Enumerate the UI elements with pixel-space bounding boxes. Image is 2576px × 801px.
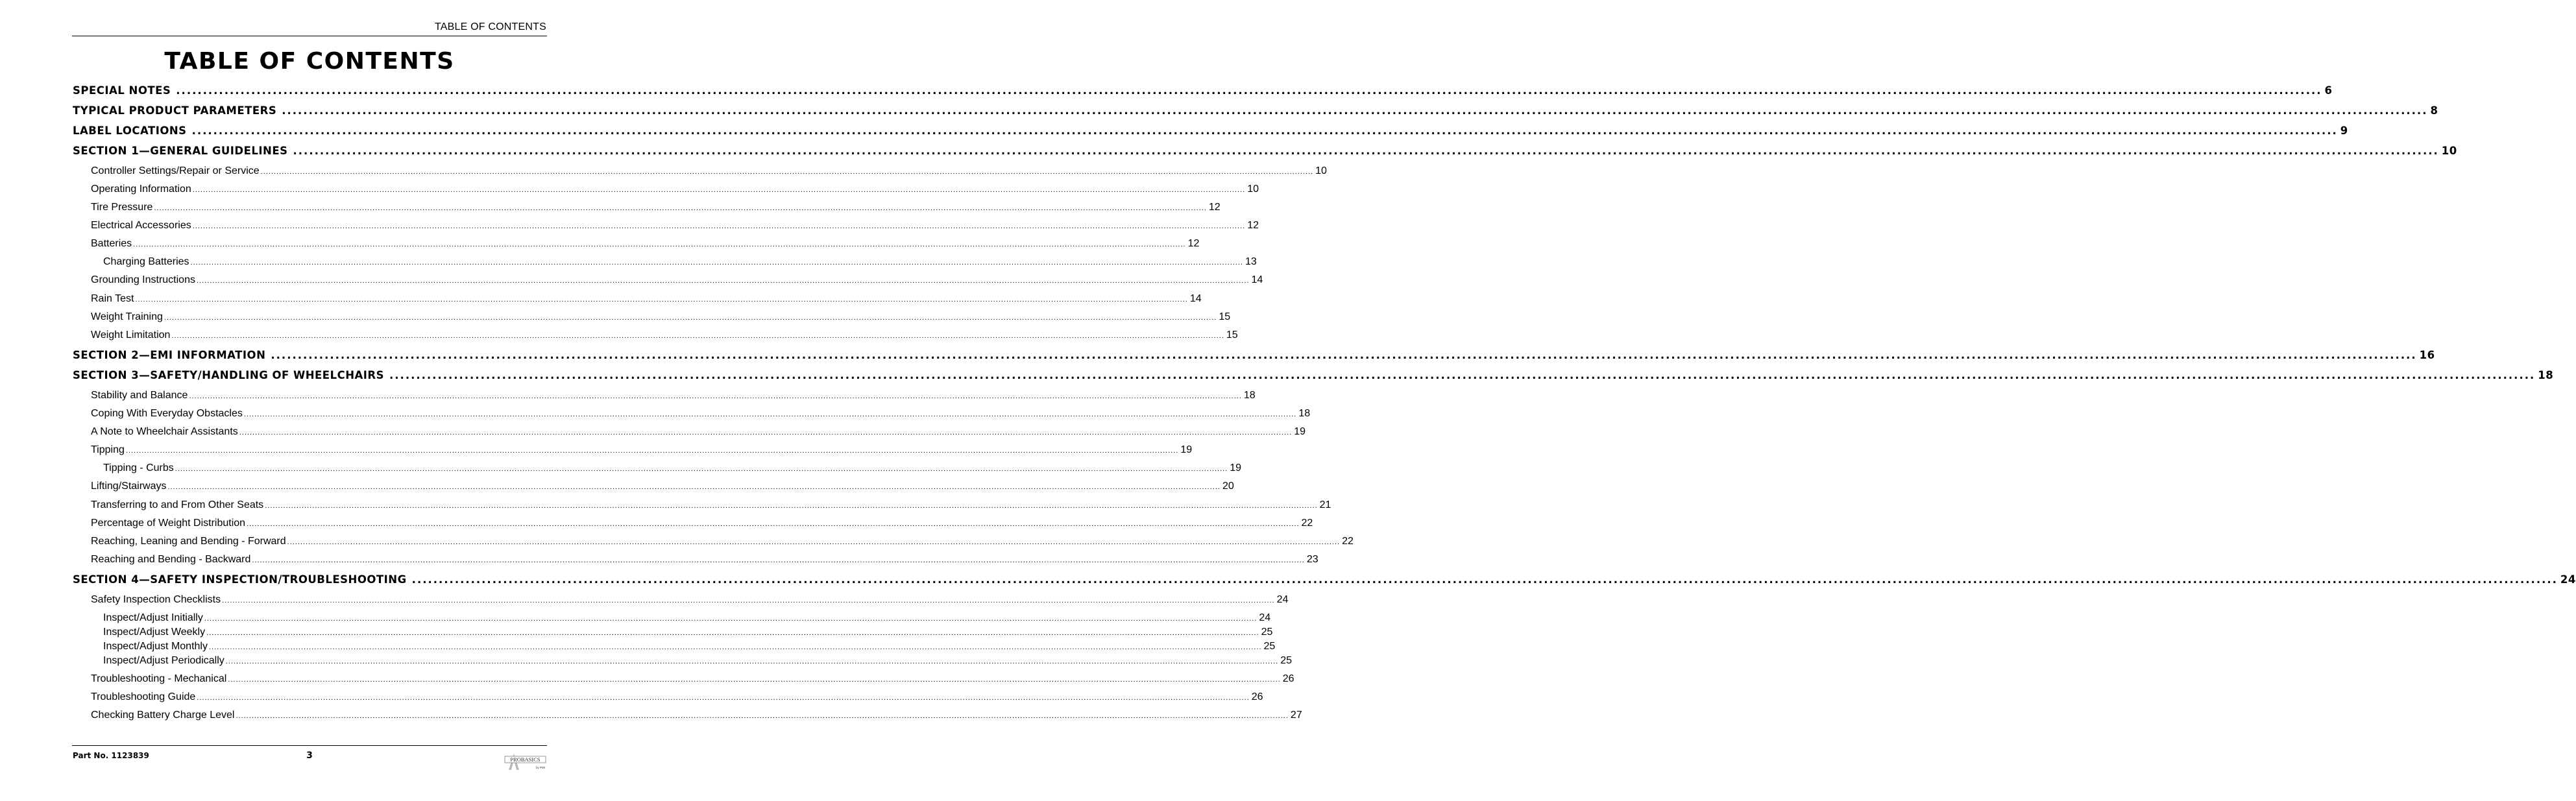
toc-entry <box>73 710 1302 721</box>
dot-leader: ................................................................................................................................................................................................................................................................................................................................................................................................................ <box>189 392 1242 400</box>
dot-leader: ................................................................................................................................................................................................................................................................................................................................................................................................................ <box>389 369 2536 381</box>
dot-leader: ................................................................................................................................................................................................................................................................................................................................................................................................................ <box>125 447 1179 455</box>
toc-entry-page: 10 <box>1315 165 1327 176</box>
dot-leader: ................................................................................................................................................................................................................................................................................................................................................................................................................ <box>293 145 2439 157</box>
toc-entry-page: 19 <box>1294 426 1306 437</box>
toc-entry-page: 25 <box>1261 627 1273 638</box>
toc-entry-page: 10 <box>2441 145 2457 157</box>
toc-entry <box>73 499 1331 511</box>
toc-entry <box>73 641 1276 652</box>
toc-entry <box>73 165 1327 177</box>
toc-entry-page: 27 <box>1290 710 1302 721</box>
toc-entry-title: Rain Test <box>91 293 134 304</box>
toc-entry <box>73 238 1200 250</box>
dot-leader: ................................................................................................................................................................................................................................................................................................................................................................................................................ <box>287 538 1341 546</box>
toc-entry <box>73 293 1202 305</box>
toc-section-entry <box>73 369 2554 381</box>
running-header: TABLE OF CONTENTS <box>434 21 546 32</box>
logo-wordmark: PROBASICS <box>510 756 541 763</box>
toc-entry-title: Percentage of Weight Distribution <box>91 518 246 529</box>
toc-entry-title: LABEL LOCATIONS <box>73 125 187 137</box>
toc-entry-title: Tipping - Curbs <box>103 462 174 473</box>
toc-entry <box>73 481 1234 492</box>
part-number: Part No. 1123839 <box>73 751 149 760</box>
toc-entry <box>73 329 1238 341</box>
toc-entry-page: 12 <box>1247 220 1259 231</box>
toc-entry-title: SECTION 1—GENERAL GUIDELINES <box>73 145 288 157</box>
dot-leader: ................................................................................................................................................................................................................................................................................................................................................................................................................ <box>204 615 1258 623</box>
toc-entry <box>73 390 1256 401</box>
toc-entry-title: Charging Batteries <box>103 256 189 267</box>
toc-entry-page: 9 <box>2340 125 2348 137</box>
toc-entry <box>73 220 1259 232</box>
page-number: 3 <box>306 750 313 761</box>
toc-entry <box>73 612 1271 624</box>
page-title: TABLE OF CONTENTS <box>164 48 455 75</box>
toc-entry-page: 23 <box>1306 554 1318 565</box>
toc-entry-page: 10 <box>1247 184 1259 195</box>
toc-entry-page: 13 <box>1245 256 1257 267</box>
toc-entry-page: 22 <box>1301 518 1313 529</box>
dot-leader: ................................................................................................................................................................................................................................................................................................................................................................................................................ <box>192 186 1246 194</box>
toc-entry-page: 24 <box>1259 612 1271 623</box>
toc-entry <box>73 184 1259 195</box>
dot-leader: ................................................................................................................................................................................................................................................................................................................................................................................................................ <box>176 84 2322 97</box>
toc-entry-title: Safety Inspection Checklists <box>91 594 221 605</box>
dot-leader: ................................................................................................................................................................................................................................................................................................................................................................................................................ <box>133 241 1186 248</box>
dot-leader: ................................................................................................................................................................................................................................................................................................................................................................................................................ <box>411 573 2558 586</box>
toc-entry <box>73 311 1231 323</box>
logo-subtext: by PMI <box>535 766 545 769</box>
toc-entry <box>73 691 1263 703</box>
toc-entry-page: 19 <box>1230 462 1242 473</box>
toc-entry-title: Stability and Balance <box>91 390 188 401</box>
dot-leader: ................................................................................................................................................................................................................................................................................................................................................................................................................ <box>196 277 1250 285</box>
dot-leader: ................................................................................................................................................................................................................................................................................................................................................................................................................ <box>228 676 1281 684</box>
probasics-logo <box>502 751 548 771</box>
toc-entry-title: Transferring to and From Other Seats <box>91 499 264 510</box>
dot-leader: ................................................................................................................................................................................................................................................................................................................................................................................................................ <box>154 204 1207 212</box>
dot-leader: ................................................................................................................................................................................................................................................................................................................................................................................................................ <box>282 104 2428 117</box>
dot-leader: ................................................................................................................................................................................................................................................................................................................................................................................................................ <box>190 259 1243 267</box>
dot-leader: ................................................................................................................................................................................................................................................................................................................................................................................................................ <box>171 332 1224 340</box>
toc-entry-page: 12 <box>1187 238 1200 249</box>
toc-entry-title: Tipping <box>91 444 125 455</box>
toc-entry <box>73 256 1257 268</box>
toc-entry-page: 14 <box>1251 274 1263 285</box>
dot-leader: ................................................................................................................................................................................................................................................................................................................................................................................................................ <box>225 658 1279 665</box>
toc-entry-title: Inspect/Adjust Monthly <box>103 641 208 652</box>
toc-entry-title: TYPICAL PRODUCT PARAMETERS <box>73 104 277 117</box>
toc-entry <box>73 673 1294 685</box>
toc-entry-page: 15 <box>1226 329 1238 341</box>
toc-entry-page: 16 <box>2419 349 2435 361</box>
toc-entry-title: SECTION 2—EMI INFORMATION <box>73 349 266 361</box>
toc-entry <box>73 462 1242 474</box>
toc-entry <box>73 202 1221 213</box>
toc-entry <box>73 536 1354 547</box>
toc-entry <box>73 554 1318 566</box>
dot-leader: ................................................................................................................................................................................................................................................................................................................................................................................................................ <box>265 502 1318 510</box>
toc-section-entry <box>73 125 2348 137</box>
toc-entry-page: 8 <box>2430 104 2438 117</box>
toc-entry <box>73 627 1273 638</box>
toc-entry-title: Inspect/Adjust Weekly <box>103 627 206 638</box>
toc-entry-title: Weight Training <box>91 311 163 322</box>
dot-leader: ................................................................................................................................................................................................................................................................................................................................................................................................................ <box>191 125 2338 137</box>
toc-entry-page: 12 <box>1208 202 1221 213</box>
toc-entry <box>73 274 1263 286</box>
toc-entry <box>73 655 1293 667</box>
toc-entry-title: Grounding Instructions <box>91 274 195 285</box>
toc-entry-title: Controller Settings/Repair or Service <box>91 165 260 176</box>
dot-leader: ................................................................................................................................................................................................................................................................................................................................................................................................................ <box>252 556 1305 564</box>
toc-entry <box>73 518 1313 529</box>
dot-leader: ................................................................................................................................................................................................................................................................................................................................................................................................................ <box>236 712 1289 720</box>
toc-entry-page: 14 <box>1189 293 1202 304</box>
toc-entry-title: Batteries <box>91 238 132 249</box>
dot-leader: ................................................................................................................................................................................................................................................................................................................................................................................................................ <box>167 483 1221 491</box>
dot-leader: ................................................................................................................................................................................................................................................................................................................................................................................................................ <box>222 597 1275 604</box>
dot-leader: ................................................................................................................................................................................................................................................................................................................................................................................................................ <box>247 520 1300 528</box>
dot-leader: ................................................................................................................................................................................................................................................................................................................................................................................................................ <box>243 411 1297 418</box>
toc-section-entry <box>73 145 2457 157</box>
dot-leader: ................................................................................................................................................................................................................................................................................................................................................................................................................ <box>271 349 2417 361</box>
dot-leader: ................................................................................................................................................................................................................................................................................................................................................................................................................ <box>208 643 1262 651</box>
toc-entry-title: Reaching, Leaning and Bending - Forward <box>91 536 286 547</box>
toc-entry-page: 25 <box>1280 655 1293 666</box>
toc-entry-page: 18 <box>1243 390 1256 401</box>
toc-entry <box>73 594 1289 606</box>
toc-entry-title: Reaching and Bending - Backward <box>91 554 251 565</box>
toc-entry-page: 21 <box>1319 499 1331 510</box>
toc-entry <box>73 426 1306 438</box>
toc-entry-page: 6 <box>2324 84 2333 97</box>
toc-entry-page: 26 <box>1282 673 1294 684</box>
dot-leader: ................................................................................................................................................................................................................................................................................................................................................................................................................ <box>175 465 1228 473</box>
toc-entry-title: Inspect/Adjust Initially <box>103 612 203 623</box>
toc-entry-page: 26 <box>1251 691 1263 702</box>
dot-leader: ................................................................................................................................................................................................................................................................................................................................................................................................................ <box>260 168 1314 176</box>
toc-entry-title: Checking Battery Charge Level <box>91 710 235 721</box>
toc-section-entry <box>73 104 2438 117</box>
toc-entry-title: Tire Pressure <box>91 202 153 213</box>
toc-entry <box>73 408 1311 420</box>
toc-entry-title: Operating Information <box>91 184 191 195</box>
toc-entry-page: 24 <box>1276 594 1289 605</box>
toc-entry-page: 15 <box>1219 311 1231 322</box>
toc-section-entry <box>73 84 2333 97</box>
dot-leader: ................................................................................................................................................................................................................................................................................................................................................................................................................ <box>135 296 1188 304</box>
toc-entry-page: 20 <box>1222 481 1234 492</box>
toc-entry-page: 22 <box>1342 536 1354 547</box>
toc-entry-title: Troubleshooting Guide <box>91 691 196 702</box>
toc-entry-page: 19 <box>1180 444 1193 455</box>
dot-leader: ................................................................................................................................................................................................................................................................................................................................................................................................................ <box>164 314 1217 322</box>
toc-section-entry <box>73 349 2435 361</box>
toc-entry-title: Electrical Accessories <box>91 220 191 231</box>
toc-entry <box>73 444 1193 456</box>
toc-entry-page: 24 <box>2560 573 2576 586</box>
dot-leader: ................................................................................................................................................................................................................................................................................................................................................................................................................ <box>192 222 1246 230</box>
toc-entry-page: 18 <box>1298 408 1311 419</box>
toc-entry-title: SECTION 4—SAFETY INSPECTION/TROUBLESHOOTING <box>73 573 407 586</box>
toc-entry-title: Inspect/Adjust Periodically <box>103 655 225 666</box>
toc-entry-title: SPECIAL NOTES <box>73 84 171 97</box>
toc-entry-title: Weight Limitation <box>91 329 171 341</box>
toc-entry-title: A Note to Wheelchair Assistants <box>91 426 238 437</box>
dot-leader: ................................................................................................................................................................................................................................................................................................................................................................................................................ <box>197 694 1250 702</box>
toc-entry-title: Coping With Everyday Obstacles <box>91 408 243 419</box>
toc-entry-title: Troubleshooting - Mechanical <box>91 673 227 684</box>
toc-section-entry <box>73 573 2576 586</box>
footer-rule <box>72 745 547 746</box>
toc-entry-page: 18 <box>2538 369 2554 381</box>
toc-entry-title: SECTION 3—SAFETY/HANDLING OF WHEELCHAIRS <box>73 369 385 381</box>
dot-leader: ................................................................................................................................................................................................................................................................................................................................................................................................................ <box>239 429 1293 436</box>
toc-entry-page: 25 <box>1263 641 1276 652</box>
toc-entry-title: Lifting/Stairways <box>91 481 167 492</box>
dot-leader: ................................................................................................................................................................................................................................................................................................................................................................................................................ <box>206 629 1259 637</box>
